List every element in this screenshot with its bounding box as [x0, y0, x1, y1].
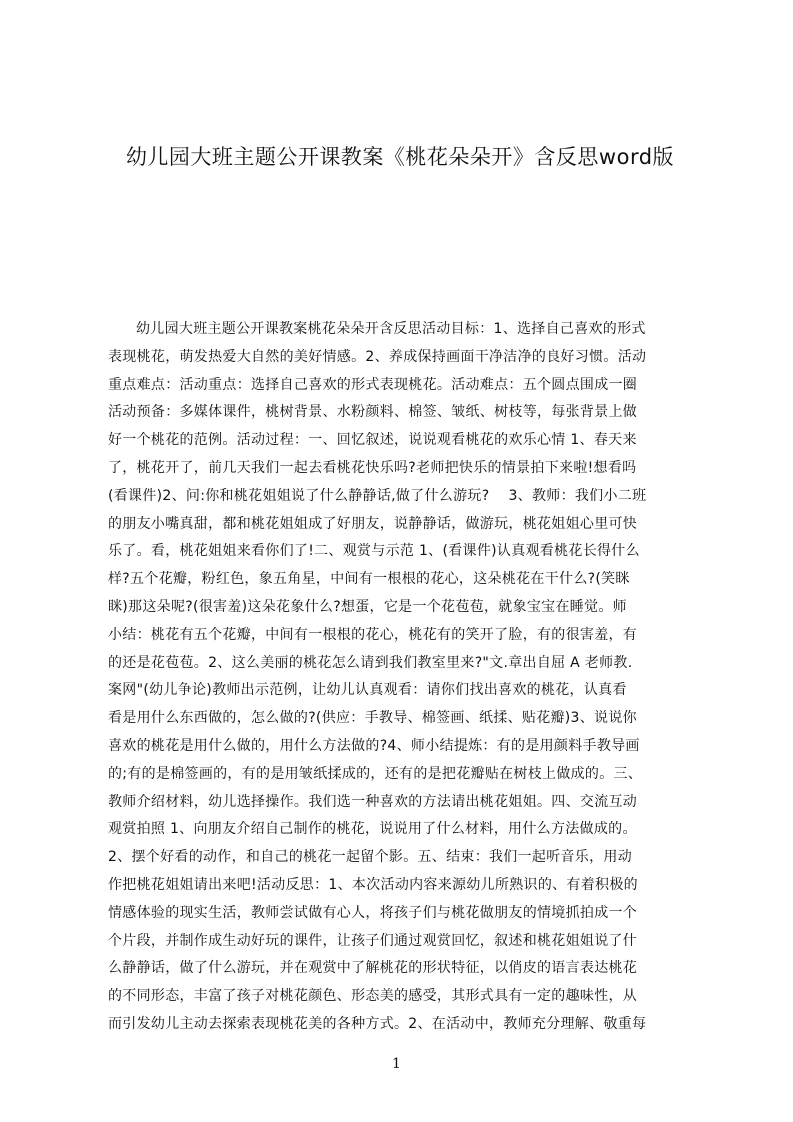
body-line: 观赏拍照 1、向朋友介绍自己制作的桃花，说说用了什么材料，用什么方法做成的。	[108, 821, 637, 838]
document-title: 幼儿园大班主题公开课教案《桃花朵朵开》含反思word版	[125, 145, 675, 169]
body-line: (看课件)2、问:你和桃花姐姐说了什么静静话,做了什么游玩? 3、教师：我们小二班	[108, 487, 647, 504]
body-line: 小结：桃花有五个花瓣，中间有一根根的花心，桃花有的笑开了脸，有的很害羞，有	[108, 626, 638, 643]
document-body	[108, 316, 700, 1032]
body-line: 案网"(幼儿争论)教师出示范例，让幼儿认真观看：请你们找出喜欢的桃花，认真看	[108, 682, 627, 699]
body-line: 好一个桃花的范例。活动过程：一、回忆叙述，说说观看桃花的欢乐心情 1、春天来	[108, 432, 637, 449]
body-line: 的;有的是棉签画的，有的是用皱纸揉成的，还有的是把花瓣贴在树枝上做成的。三、	[108, 765, 643, 782]
body-line: 个片段，并制作成生动好玩的课件，让孩子们通过观赏回忆，叙述和桃花姐姐说了什	[108, 932, 638, 949]
body-line: 情感体验的现实生活，教师尝试做有心人，将孩子们与桃花做朋友的情境抓拍成一个	[108, 904, 638, 921]
body-line: 乐了。看，桃花姐姐来看你们了!二、观赏与示范 1、(看课件)认真观看桃花长得什么	[108, 543, 640, 560]
body-line: 喜欢的桃花是用什么做的，用什么方法做的?4、师小结提炼：有的是用颜料手教导画	[108, 737, 640, 754]
body-line: 的还是花苞苞。2、这么美丽的桃花怎么请到我们教室里来?"文.章出自屈 A 老师教.	[108, 654, 633, 671]
body-line: 活动预备：多媒体课件，桃树背景、水粉颜料、棉签、皱纸、树枝等，每张背景上做	[108, 404, 638, 421]
body-line: 而引发幼儿主动去探索表现桃花美的各种方式。2、在活动中，教师充分理解、敬重每	[108, 1015, 647, 1032]
body-line: 重点难点：活动重点：选择自己喜欢的形式表现桃花。活动难点：五个圆点围成一圈	[108, 376, 638, 393]
body-line: 看是用什么东西做的，怎么做的?(供应：手教导、棉签画、纸揉、贴花瓣)3、说说你	[108, 710, 637, 727]
body-line: 2、摆个好看的动作，和自己的桃花一起留个影。五、结束：我们一起听音乐，用动	[108, 849, 633, 866]
page-number: 1	[392, 1056, 401, 1072]
body-line: 眯)那这朵呢?(很害羞)这朵花象什么?想蛋，它是一个花苞苞，就象宝宝在睡觉。师	[108, 598, 627, 615]
body-line: 的不同形态，丰富了孩子对桃花颜色、形态美的感受，其形式具有一定的趣味性，从	[108, 988, 638, 1005]
body-line: 表现桃花，萌发热爱大自然的美好情感。2、养成保持画面干净洁净的良好习惯。活动	[108, 348, 647, 365]
body-line: 幼儿园大班主题公开课教案桃花朵朵开含反思活动目标：1、选择自己喜欢的形式	[136, 321, 646, 337]
body-line: 的朋友小嘴真甜，都和桃花姐姐成了好朋友，说静静话，做游玩，桃花姐姐心里可快	[108, 515, 638, 532]
body-line: 教师介绍材料，幼儿选择操作。我们选一种喜欢的方法请出桃花姐姐。四、交流互动	[108, 793, 638, 810]
body-line: 了，桃花开了，前几天我们一起去看桃花快乐吗?老师把快乐的情景拍下来啦!想看吗	[108, 459, 637, 476]
body-line: 作把桃花姐姐请出来吧!活动反思：1、本次活动内容来源幼儿所熟识的、有着积极的	[108, 876, 638, 893]
body-line: 样?五个花瓣，粉红色，象五角星，中间有一根根的花心，这朵桃花在干什么?(笑眯	[108, 571, 630, 588]
body-line: 么静静话，做了什么游玩，并在观赏中了解桃花的形状特征，以俏皮的语言表达桃花	[108, 960, 638, 977]
